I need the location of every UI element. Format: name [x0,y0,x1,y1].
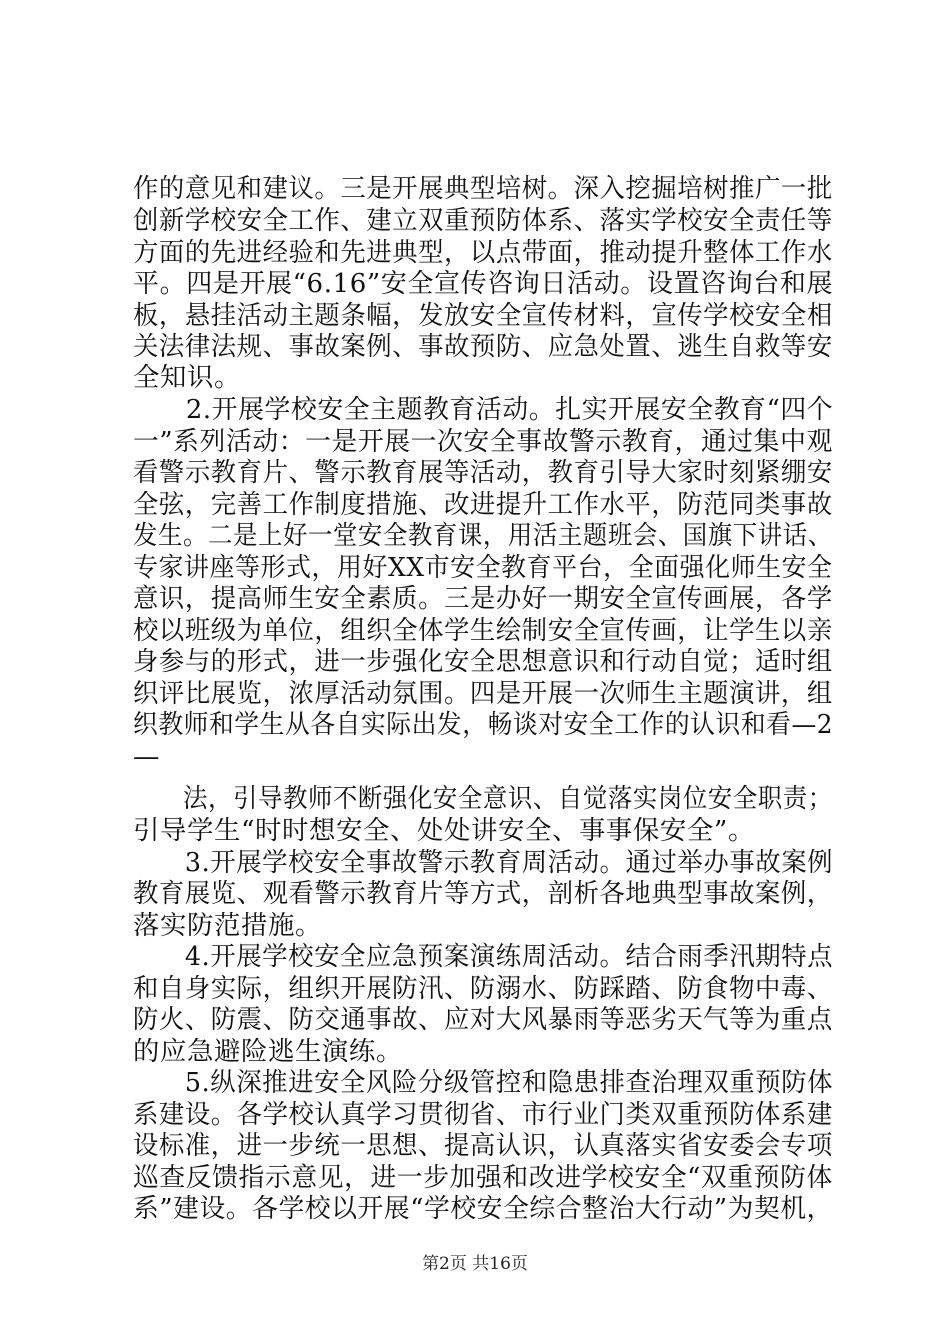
text-line: 5.纵深推进安全风险分级管控和隐患排查治理双重预防体 [133,1067,834,1098]
text-line: 全知识。 [133,362,241,393]
text-line: 引导学生“时时想安全、处处讲安全、事事保安全”。 [133,815,755,846]
text-line: 4.开展学校安全应急预案演练周活动。结合雨季汛期特点 [133,941,834,972]
text-line: 发生。二是上好一堂安全教育课，用活主题班会、国旗下讲话、 [133,520,833,551]
text-line: 全弦，完善工作制度措施、改进提升工作水平，防范同类事故 [133,489,833,520]
text-line: 3.开展学校安全事故警示教育周活动。通过举办事故案例 [133,847,834,878]
text-line: 意识，提高师生安全素质。三是办好一期安全宣传画展，各学 [133,583,833,614]
text-line: 防火、防震、防交通事故、应对大风暴雨等恶劣天气等为重点 [133,1004,833,1035]
text-line: 织教师和学生从各自实际出发，畅谈对安全工作的认识和看—2 [133,709,834,740]
text-line: 设标准，进一步统一思想、提高认识，认真落实省安委会专项 [133,1130,833,1161]
text-line: 板，悬挂活动主题条幅，发放安全宣传材料，宣传学校安全相 [133,300,833,331]
text-line: 的应急避险逃生演练。 [133,1036,403,1067]
text-line: 法，引导教师不断强化安全意识、自觉落实岗位安全职责； [133,783,833,814]
text-line: 身参与的形式，进一步强化安全思想意识和行动自觉；适时组 [133,646,833,677]
text-line: 和自身实际，组织开展防汛、防溺水、防踩踏、防食物中毒、 [133,973,833,1004]
text-line: 一”系列活动：一是开展一次安全事故警示教育，通过集中观 [133,426,833,457]
text-line: 系”建设。各学校以开展“学校安全综合整治大行动”为契机， [133,1193,834,1224]
page-number-footer: 第2页 共16页 [422,1254,528,1274]
text-line: 看警示教育片、警示教育展等活动，教育引导大家时刻紧绷安 [133,457,833,488]
text-line: 创新学校安全工作、建立双重预防体系、落实学校安全责任等 [133,205,833,236]
text-line: 专家讲座等形式，用好XX市安全教育平台，全面强化师生安全 [133,552,833,583]
text-line: 校以班级为单位，组织全体学生绘制安全宣传画，让学生以亲 [133,615,833,646]
text-line: 方面的先进经验和先进典型，以点带面，推动提升整体工作水 [133,237,833,268]
text-line: 关法律法规、事故案例、事故预防、应急处置、逃生自救等安 [133,331,833,362]
text-line: 2.开展学校安全主题教育活动。扎实开展安全教育“四个 [133,394,834,425]
text-line: 巡查反馈指示意见，进一步加强和改进学校安全“双重预防体 [133,1162,833,1193]
text-line: — [133,741,160,772]
text-line: 教育展览、观看警示教育片等方式，剖析各地典型事故案例， [133,878,833,909]
text-line: 落实防范措施。 [133,910,322,941]
text-line: 织评比展览，浓厚活动氛围。四是开展一次师生主题演讲，组 [133,678,833,709]
text-line: 平。四是开展“6.16”安全宣传咨询日活动。设置咨询台和展 [133,268,834,299]
text-line: 作的意见和建议。三是开展典型培树。深入挖掘培树推广一批 [133,173,833,204]
text-line: 系建设。各学校认真学习贯彻省、市行业门类双重预防体系建 [133,1099,833,1130]
